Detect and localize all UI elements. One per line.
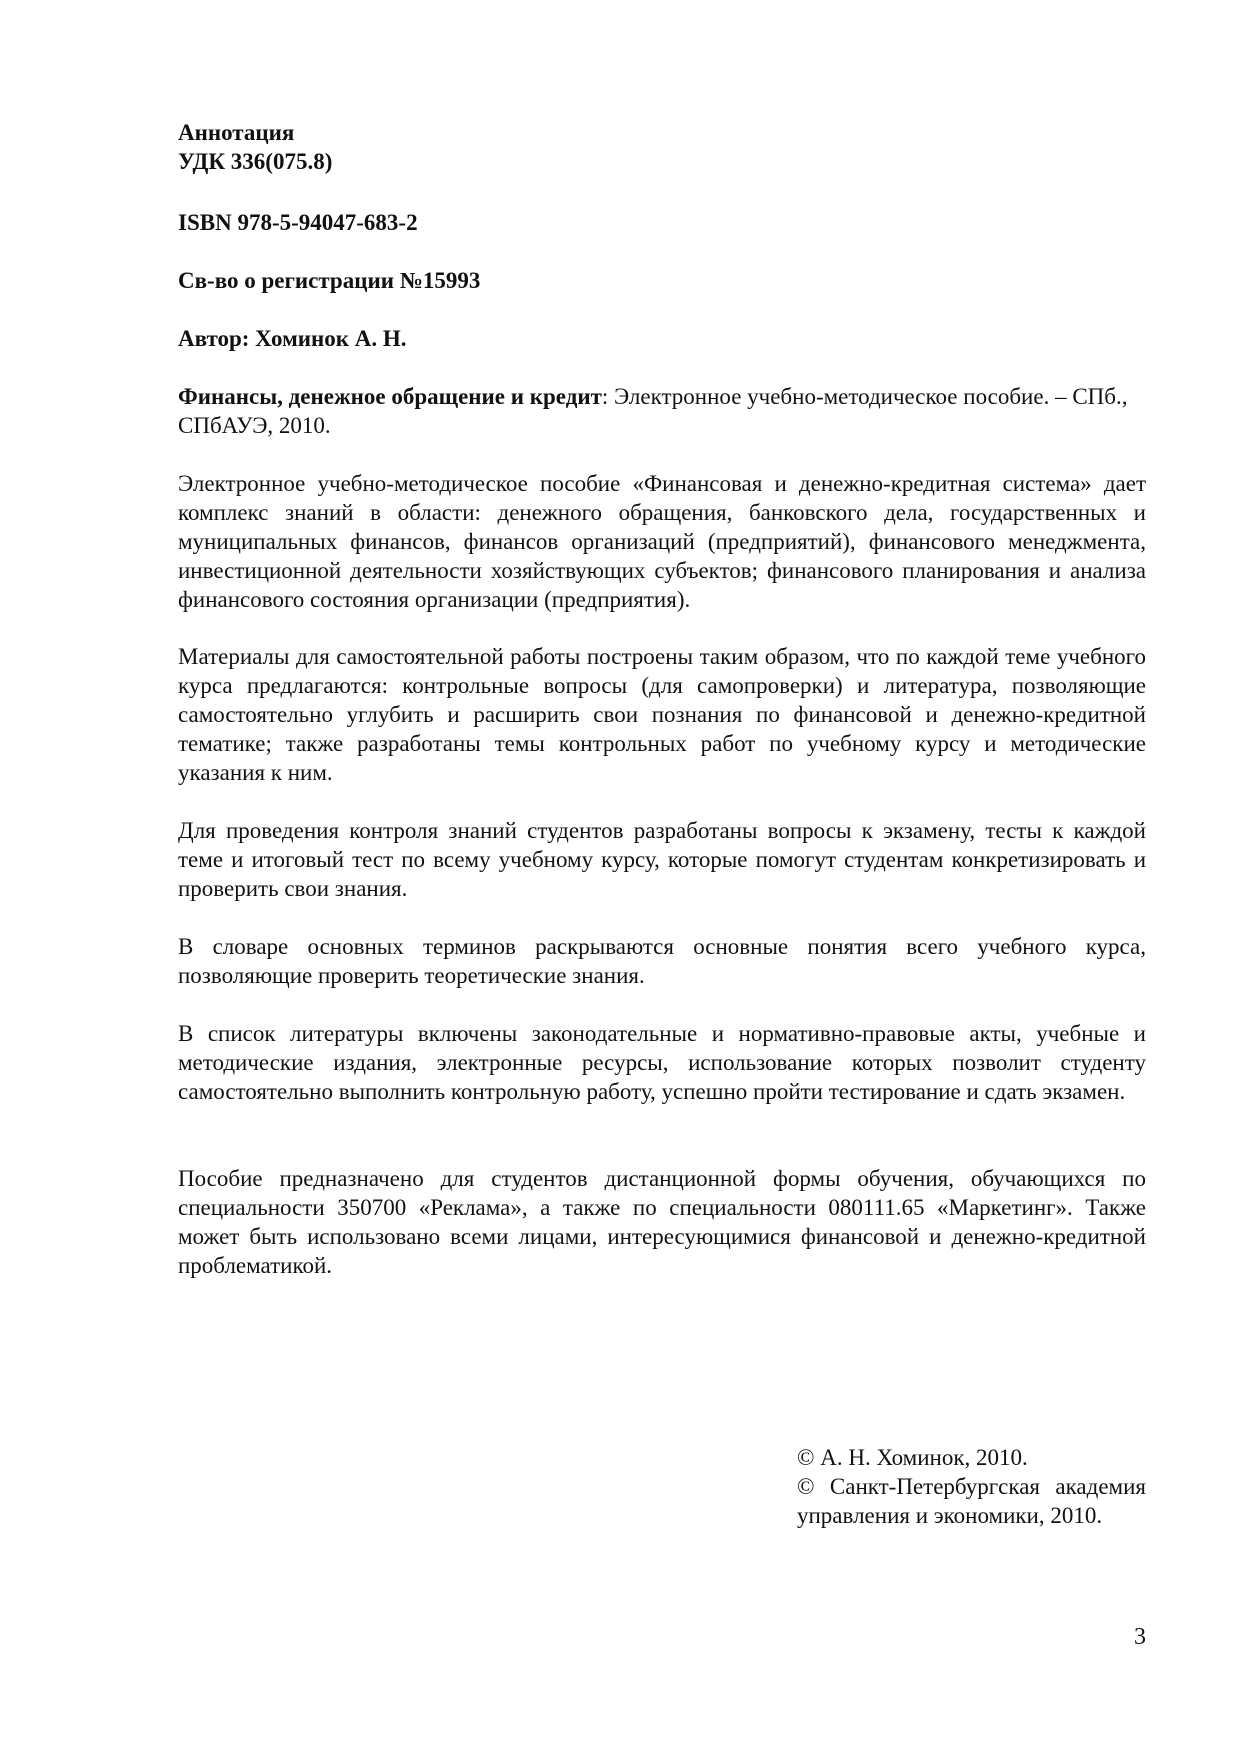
paragraph-literature: В список литературы включены законодательные и нормативно-правовые акты, учебные и методические издания, электронные ресурсы, использование которых позволит студенту самостоятельно выполнить контрольную работу, успешно пройти тестирование и сдать экзамен. bbox=[178, 1021, 1146, 1104]
author-line: Автор: Хоминок А. Н. bbox=[178, 326, 407, 351]
udk-code: УДК 336(075.8) bbox=[178, 149, 333, 174]
paragraph-control: Для проведения контроля знаний студентов разработаны вопросы к экзамену, тесты к каждой теме и итоговый тест по всему учебному курсу, которые помогут студентам конкретизировать и проверить свои знания. bbox=[178, 818, 1146, 901]
citation-title: Финансы, денежное обращение и кредит bbox=[178, 384, 602, 409]
paragraph-glossary: В словаре основных терминов раскрываются основные понятия всего учебного курса, позволяющие проверить теоретические знания. bbox=[178, 934, 1146, 988]
paragraph-audience: Пособие предназначено для студентов дистанционной формы обучения, обучающихся по специальности 350700 «Реклама», а также по специальности 080111.65 «Маркетинг». Также может быть использовано всеми лицами, интересующимися финансовой и денежно-кредитной проблематикой. bbox=[178, 1166, 1146, 1278]
citation-details: : Электронное учебно-методическое пособие. – СПб., СПбАУЭ, 2010. bbox=[178, 384, 1128, 438]
copyright-author: © А. Н. Хоминок, 2010. bbox=[797, 1445, 1028, 1470]
annotation-heading bbox=[178, 118, 1146, 176]
registration-number: Св-во о регистрации №15993 bbox=[178, 268, 481, 293]
isbn: ISBN 978-5-94047-683-2 bbox=[178, 210, 418, 235]
copyright-block bbox=[797, 1443, 1146, 1530]
paragraph-overview: Электронное учебно-методическое пособие «Финансовая и денежно-кредитная система» дает комплекс знаний в области: денежного обращения, банковского дела, государственных и муниципальных финансов, финансов организаций (предприятий), финансового менеджмента, инвестиционной деятельности хозяйствующих субъектов; финансового планирования и анализа финансового состояния организации (предприятия). bbox=[178, 471, 1146, 612]
page-number: 3 bbox=[1134, 1624, 1146, 1650]
copyright-academy: © Санкт-Петербургская академия управления и экономики, 2010. bbox=[797, 1474, 1146, 1528]
citation bbox=[178, 382, 1146, 440]
annotation-label: Аннотация bbox=[178, 120, 295, 145]
paragraph-materials: Материалы для самостоятельной работы построены таким образом, что по каждой теме учебного курса предлагаются: контрольные вопросы (для самопроверки) и литература, позволяющие самостоятельно углубить и расширить свои познания по финансовой и денежно-кредитной тематике; также разработаны темы контрольных работ по учебному курсу и методические указания к ним. bbox=[178, 644, 1146, 785]
